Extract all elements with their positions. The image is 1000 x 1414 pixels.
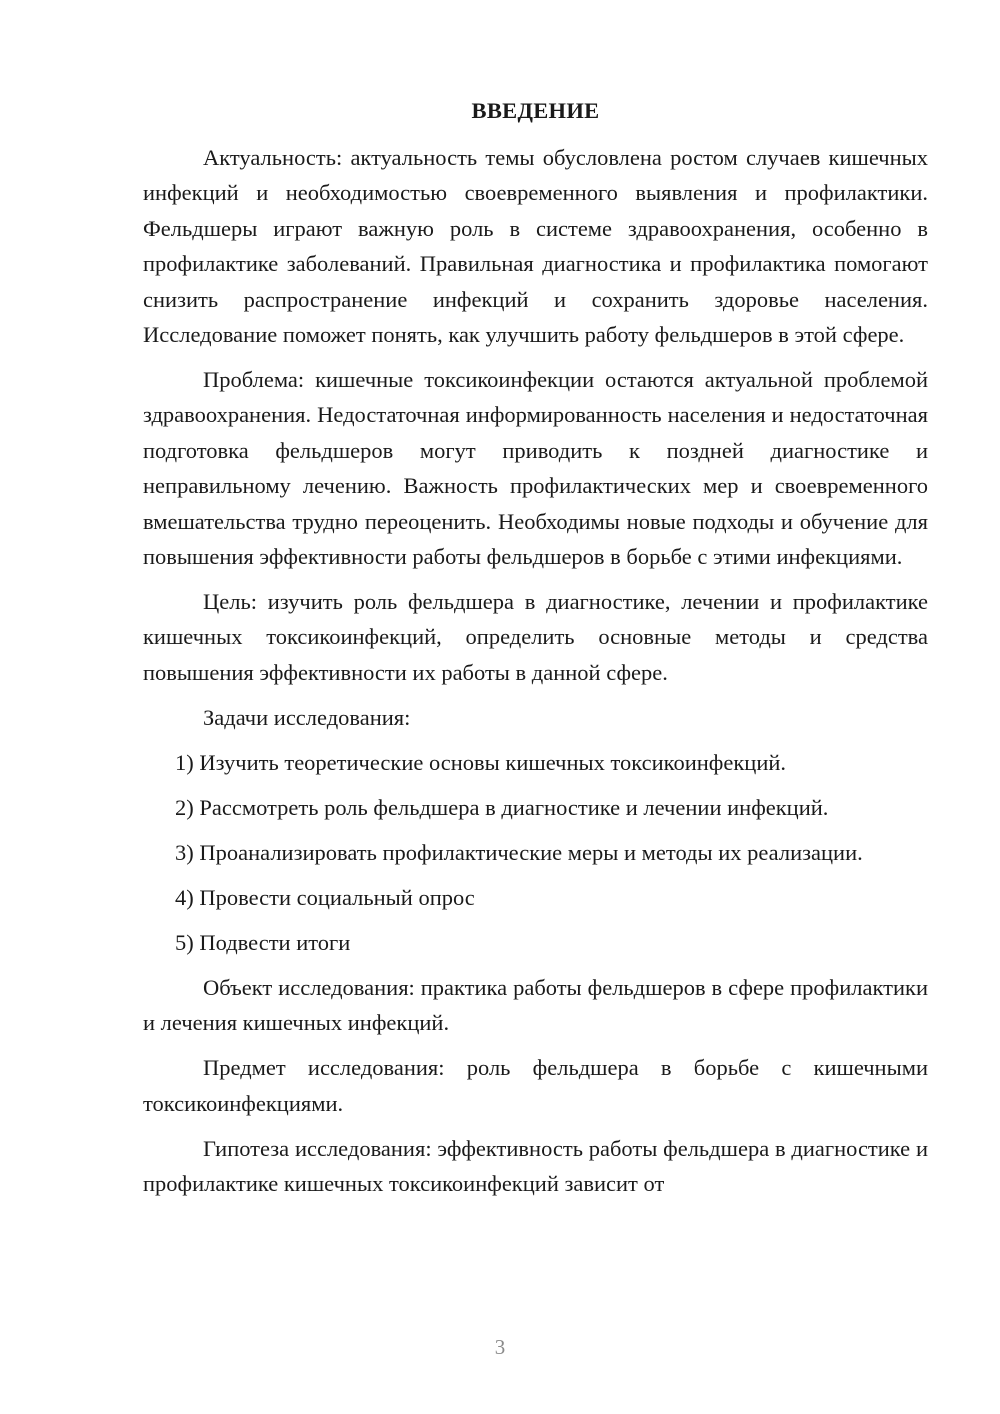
tasks-heading: Задачи исследования: [203, 704, 411, 730]
section-title: ВВЕДЕНИЕ [471, 98, 600, 123]
task-item-5: 5) Подвести итоги [175, 929, 351, 955]
task-item-2: 2) Рассмотреть роль фельдшера в диагностике и лечении инфекций. [175, 794, 829, 820]
page-number: 3 [494, 1335, 506, 1359]
subject-paragraph: Предмет исследования: роль фельдшера в борьбе с кишечными токсикоинфекциями. [143, 1055, 928, 1116]
task-item-4: 4) Провести социальный опрос [175, 884, 475, 910]
hypothesis-paragraph: Гипотеза исследования: эффективность работы фельдшера в диагностике и профилактике кишечных токсикоинфекций зависит от [143, 1135, 928, 1197]
object-paragraph: Объект исследования: практика работы фельдшеров в сфере профилактики и лечения кишечных инфекций. [143, 974, 928, 1036]
problem-paragraph: Проблема: кишечные токсикоинфекции остаются актуальной проблемой здравоохранения. Недостаточная информированность населения и недостаточная подготовка фельдшеров могут приводить к поздней диагностике и неправильному лечению. Важность профилактических мер и своевременного вмешательства трудно переоценить. Необходимы новые подходы и обучение для повышения эффективности работы фельдшеров в борьбе с этими инфекциями. [143, 367, 928, 570]
goal-paragraph: Цель: изучить роль фельдшера в диагностике, лечении и профилактике кишечных токсикоинфекций, определить основные методы и средства повышения эффективности их работы в данной сфере. [143, 589, 928, 685]
task-item-1: 1) Изучить теоретические основы кишечных токсикоинфекций. [175, 749, 787, 775]
page-content [143, 96, 928, 1211]
relevance-paragraph: Актуальность: актуальность темы обусловлена ростом случаев кишечных инфекций и необходимостью своевременного выявления и профилактики. Фельдшеры играют важную роль в системе здравоохранения, особенно в профилактике заболеваний. Правильная диагностика и профилактика помогают снизить распространение инфекций и сохранить здоровье населения. Исследование поможет понять, как улучшить работу фельдшеров в этой сфере. [143, 145, 928, 348]
task-item-3: 3) Проанализировать профилактические меры и методы их реализации. [175, 839, 863, 865]
